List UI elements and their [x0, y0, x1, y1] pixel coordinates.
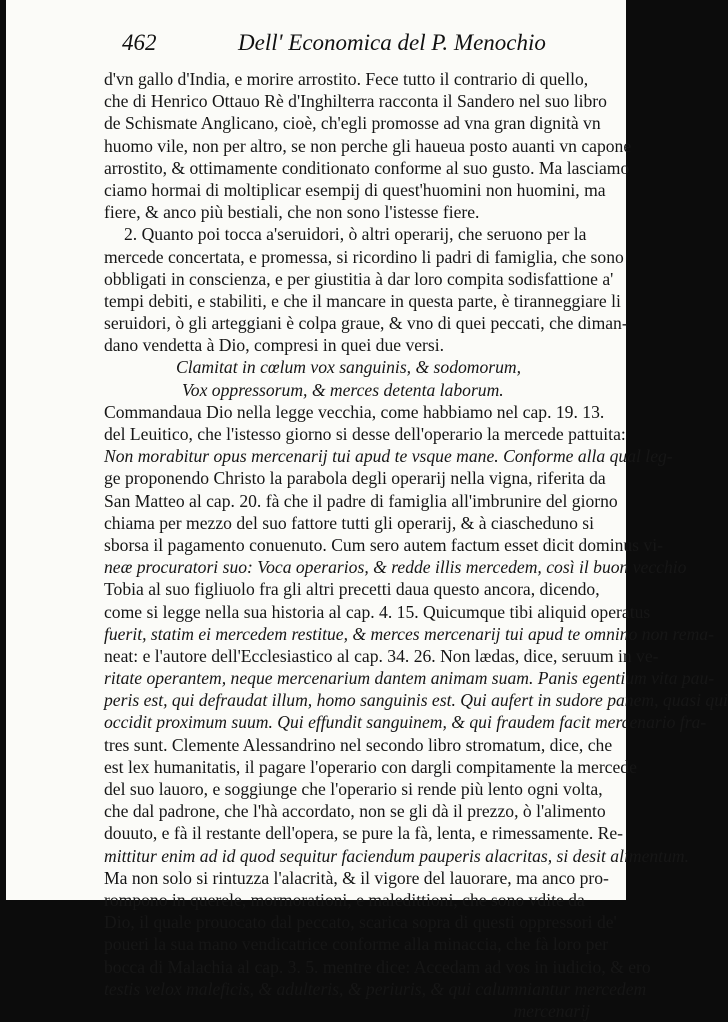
text-line: ciamo hormai di moltiplicar esempij di quest'huomini non huomini, ma — [104, 179, 606, 200]
paragraph-start: 2. Quanto poi tocca a'seruidori, ò altri operarij, che seruono per la — [124, 224, 587, 245]
text-line: douuto, e fà il restante dell'opera, se pure la fà, lenta, e rimessamente. Re- — [104, 823, 624, 844]
text-line: obbligati in conscienza, e per giustitia à dar loro compita sodisfattione a' — [104, 268, 614, 289]
text-line: occidit proximum suum. Qui effundit sanguinem, & qui fraudem facit mercenario fra- — [104, 712, 707, 733]
text-line: est lex humanitatis, il pagare l'operario con dargli compitamente la mercede — [104, 756, 637, 777]
text-line: ritate operantem, neque mercenarium dantem animam suam. Panis egentium vita pau- — [104, 668, 715, 689]
text-line: rompono in querele, mormorationi, e maledittioni, che sono vdite da — [104, 889, 585, 910]
text-line: tempi debiti, e stabiliti, e che il mancare in questa parte, è tiranneggiare li — [104, 290, 621, 311]
text-line: Tobia al suo figliuolo fra gli altri precetti daua questo ancora, dicendo, — [104, 579, 600, 600]
text-line: ge proponendo Christo la parabola degli operarij nella vigna, riferita da — [104, 468, 606, 489]
text-line: del suo lauoro, e soggiunge che l'operario si rende più lento ogni volta, — [104, 779, 603, 799]
book-page — [6, 0, 728, 1021]
text-line: huomo vile, non per altro, se non perche gli haueua posto auanti vn capone — [104, 135, 632, 156]
text-line: seruidori, ò gli arteggiani è colpa graue, & vno di quei peccati, che diman- — [104, 313, 628, 334]
text-line: Ma non solo si rintuzza l'alacrità, & il vigore del lauorare, ma anco pro- — [104, 867, 609, 888]
text-line: mittitur enim ad id quod sequitur faciendum pauperis alacritas, si desit alimentum. — [104, 845, 689, 866]
text-line: del Leuitico, che l'istesso giorno si desse dell'operario la mercede pattuita: — [104, 424, 626, 444]
text-line: d'vn gallo d'India, e morire arrostito. Fece tutto il contrario di quello, — [104, 69, 589, 89]
page-number: 462 — [122, 30, 157, 55]
text-line: Commandaua Dio nella legge vecchia, come habbiamo nel cap. 19. 13. — [104, 401, 605, 422]
text-line: Non morabitur opus mercenarij tui apud te vsque mane. Conforme alla qual leg- — [104, 446, 673, 467]
running-title: Dell' Economica del P. Menochio — [238, 30, 546, 55]
text-line: fuerit, statim ei mercedem restitue, & merces mercenarij tui apud te omnino non rema- — [104, 623, 714, 644]
verse-line: Vox oppressorum, & merces detenta laborum. — [182, 379, 504, 400]
text-line: come si legge nella sua historia al cap. 4. 15. Quicumque tibi aliquid operatus — [104, 601, 651, 622]
catchword: mercenarij — [513, 1000, 590, 1021]
text-line: poueri la sua mano vendicatrice conforme alla minaccia, che fà loro per — [104, 934, 609, 955]
text-line: fiere, & anco più bestiali, che non sono l'istesse fiere. — [104, 202, 480, 223]
text-line: bocca di Malachia al cap. 3. 5. mentre dice: Accedam ad vos in iudicio, & ero — [104, 956, 651, 977]
text-line: tres sunt. Clemente Alessandrino nel secondo libro stromatum, dice, che — [104, 734, 613, 755]
text-line: sborsa il pagamento conuenuto. Cum sero autem factum esset dicit dominus vi- — [104, 534, 663, 555]
text-line: de Schismate Anglicano, cioè, ch'egli promosse ad vna gran dignità vn — [104, 113, 601, 134]
page-header — [108, 30, 628, 60]
text-line: neat: e l'autore dell'Ecclesiastico al cap. 34. 26. Non lædas, dice, seruum in ve- — [104, 645, 659, 666]
text-line: arrostito, & ottimamente conditionato conforme al suo gusto. Ma lasciamo — [104, 157, 630, 178]
text-line: Dio, il quale prouocato dal peccato, scarica sopra di questi oppressori de' — [104, 912, 617, 933]
text-line: chiama per mezzo del suo fattore tutti gli operarij, & à ciascheduno si — [104, 512, 595, 533]
text-line: testis velox maleficis, & adulteris, & periuris, & qui calumniantur mercedem — [104, 978, 647, 999]
text-line: mercede concertata, e promessa, si ricordino li padri di famiglia, che sono — [104, 246, 624, 267]
text-line: che di Henrico Ottauo Rè d'Inghilterra racconta il Sandero nel suo libro — [104, 91, 607, 112]
text-line: neæ procuratori suo: Voca operarios, & redde illis mercedem, così il buon vecchio — [104, 557, 687, 578]
text-line: peris est, qui defraudat illum, homo sanguinis est. Qui aufert in sudore panem, quasi qui — [104, 690, 728, 711]
body-text — [104, 68, 728, 1022]
text-line: San Matteo al cap. 20. fà che il padre di famiglia all'imbrunire del giorno — [104, 490, 618, 511]
verse-line: Clamitat in cœlum vox sanguinis, & sodomorum, — [176, 357, 522, 378]
text-line: dano vendetta à Dio, compresi in quei due versi. — [104, 335, 445, 356]
text-line: che dal padrone, che l'hà accordato, non se gli dà il prezzo, ò l'alimento — [104, 801, 606, 822]
